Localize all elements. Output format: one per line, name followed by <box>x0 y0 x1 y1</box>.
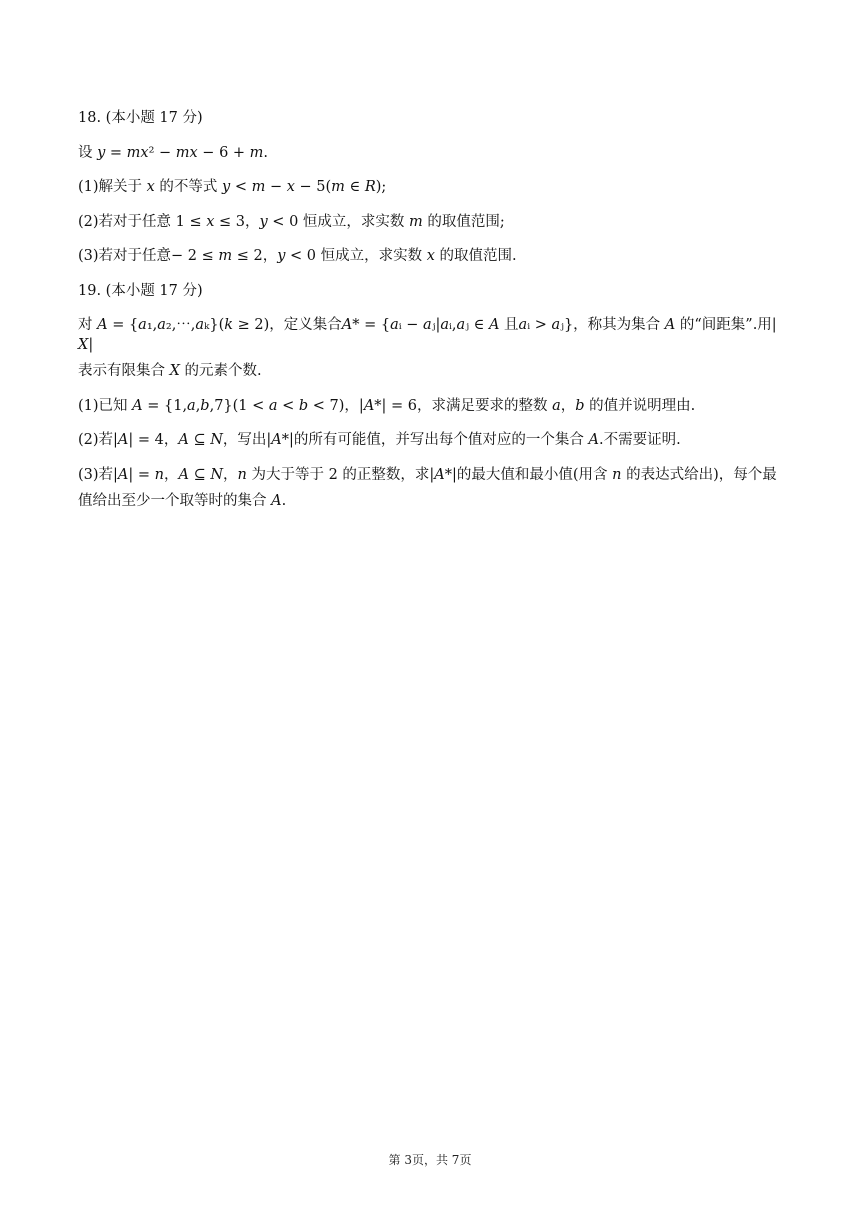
question-19-part-1: (1)已知 𝐴 = {1,𝑎,𝑏,7}(1 < 𝑎 < 𝑏 < 7)，|𝐴*| = 6，求满足要求的整数 𝑎，𝑏 的值并说明理由. <box>78 397 696 414</box>
question-18-part-2: (2)若对于任意 1 ≤ 𝑥 ≤ 3，𝑦 < 0 恒成立，求实数 𝑚 的取值范围; <box>78 213 505 230</box>
question-19-stem-line-1: 对 𝐴 = {𝑎₁,𝑎₂,⋯,𝑎ₖ}(𝑘 ≥ 2)，定义集合𝐴* = {𝑎ᵢ − 𝑎ⱼ|𝑎ᵢ,𝑎ⱼ ∈ 𝐴 且𝑎ᵢ > 𝑎ⱼ}，称其为集合 𝐴 的“间距集”.用|𝑋| <box>78 317 777 353</box>
question-19-part-3-line-1: (3)若|𝐴| = 𝑛，𝐴 ⊆ 𝑁，𝑛 为大于等于 2 的正整数，求|𝐴*|的最大值和最小值(用含 𝑛 的表达式给出)，每个最 <box>78 466 777 483</box>
question-18-stem: 设 𝑦 = 𝑚𝑥² − 𝑚𝑥 − 6 + 𝑚. <box>78 144 269 161</box>
question-19-part-2: (2)若|𝐴| = 4，𝐴 ⊆ 𝑁，写出|𝐴*|的所有可能值，并写出每个值对应的一个集合 𝐴.不需要证明. <box>78 432 681 448</box>
question-18-part-3: (3)若对于任意− 2 ≤ 𝑚 ≤ 2，𝑦 < 0 恒成立，求实数 𝑥 的取值范围. <box>78 248 517 264</box>
question-19-header: 19. (本小题 17 分) <box>78 282 203 299</box>
question-19-stem-line-2: 表示有限集合 𝑋 的元素个数. <box>78 363 262 379</box>
question-18-part-1: (1)解关于 𝑥 的不等式 𝑦 < 𝑚 − 𝑥 − 5(𝑚 ∈ 𝑅); <box>78 179 387 195</box>
question-19-part-3-line-2: 值给出至少一个取等时的集合 𝐴. <box>78 492 287 509</box>
question-18 <box>78 108 788 266</box>
page-footer: 第 3页，共 7页 <box>388 1153 472 1167</box>
question-19 <box>78 281 788 511</box>
question-18-header: 18. (本小题 17 分) <box>78 110 203 126</box>
page-content <box>78 108 788 525</box>
